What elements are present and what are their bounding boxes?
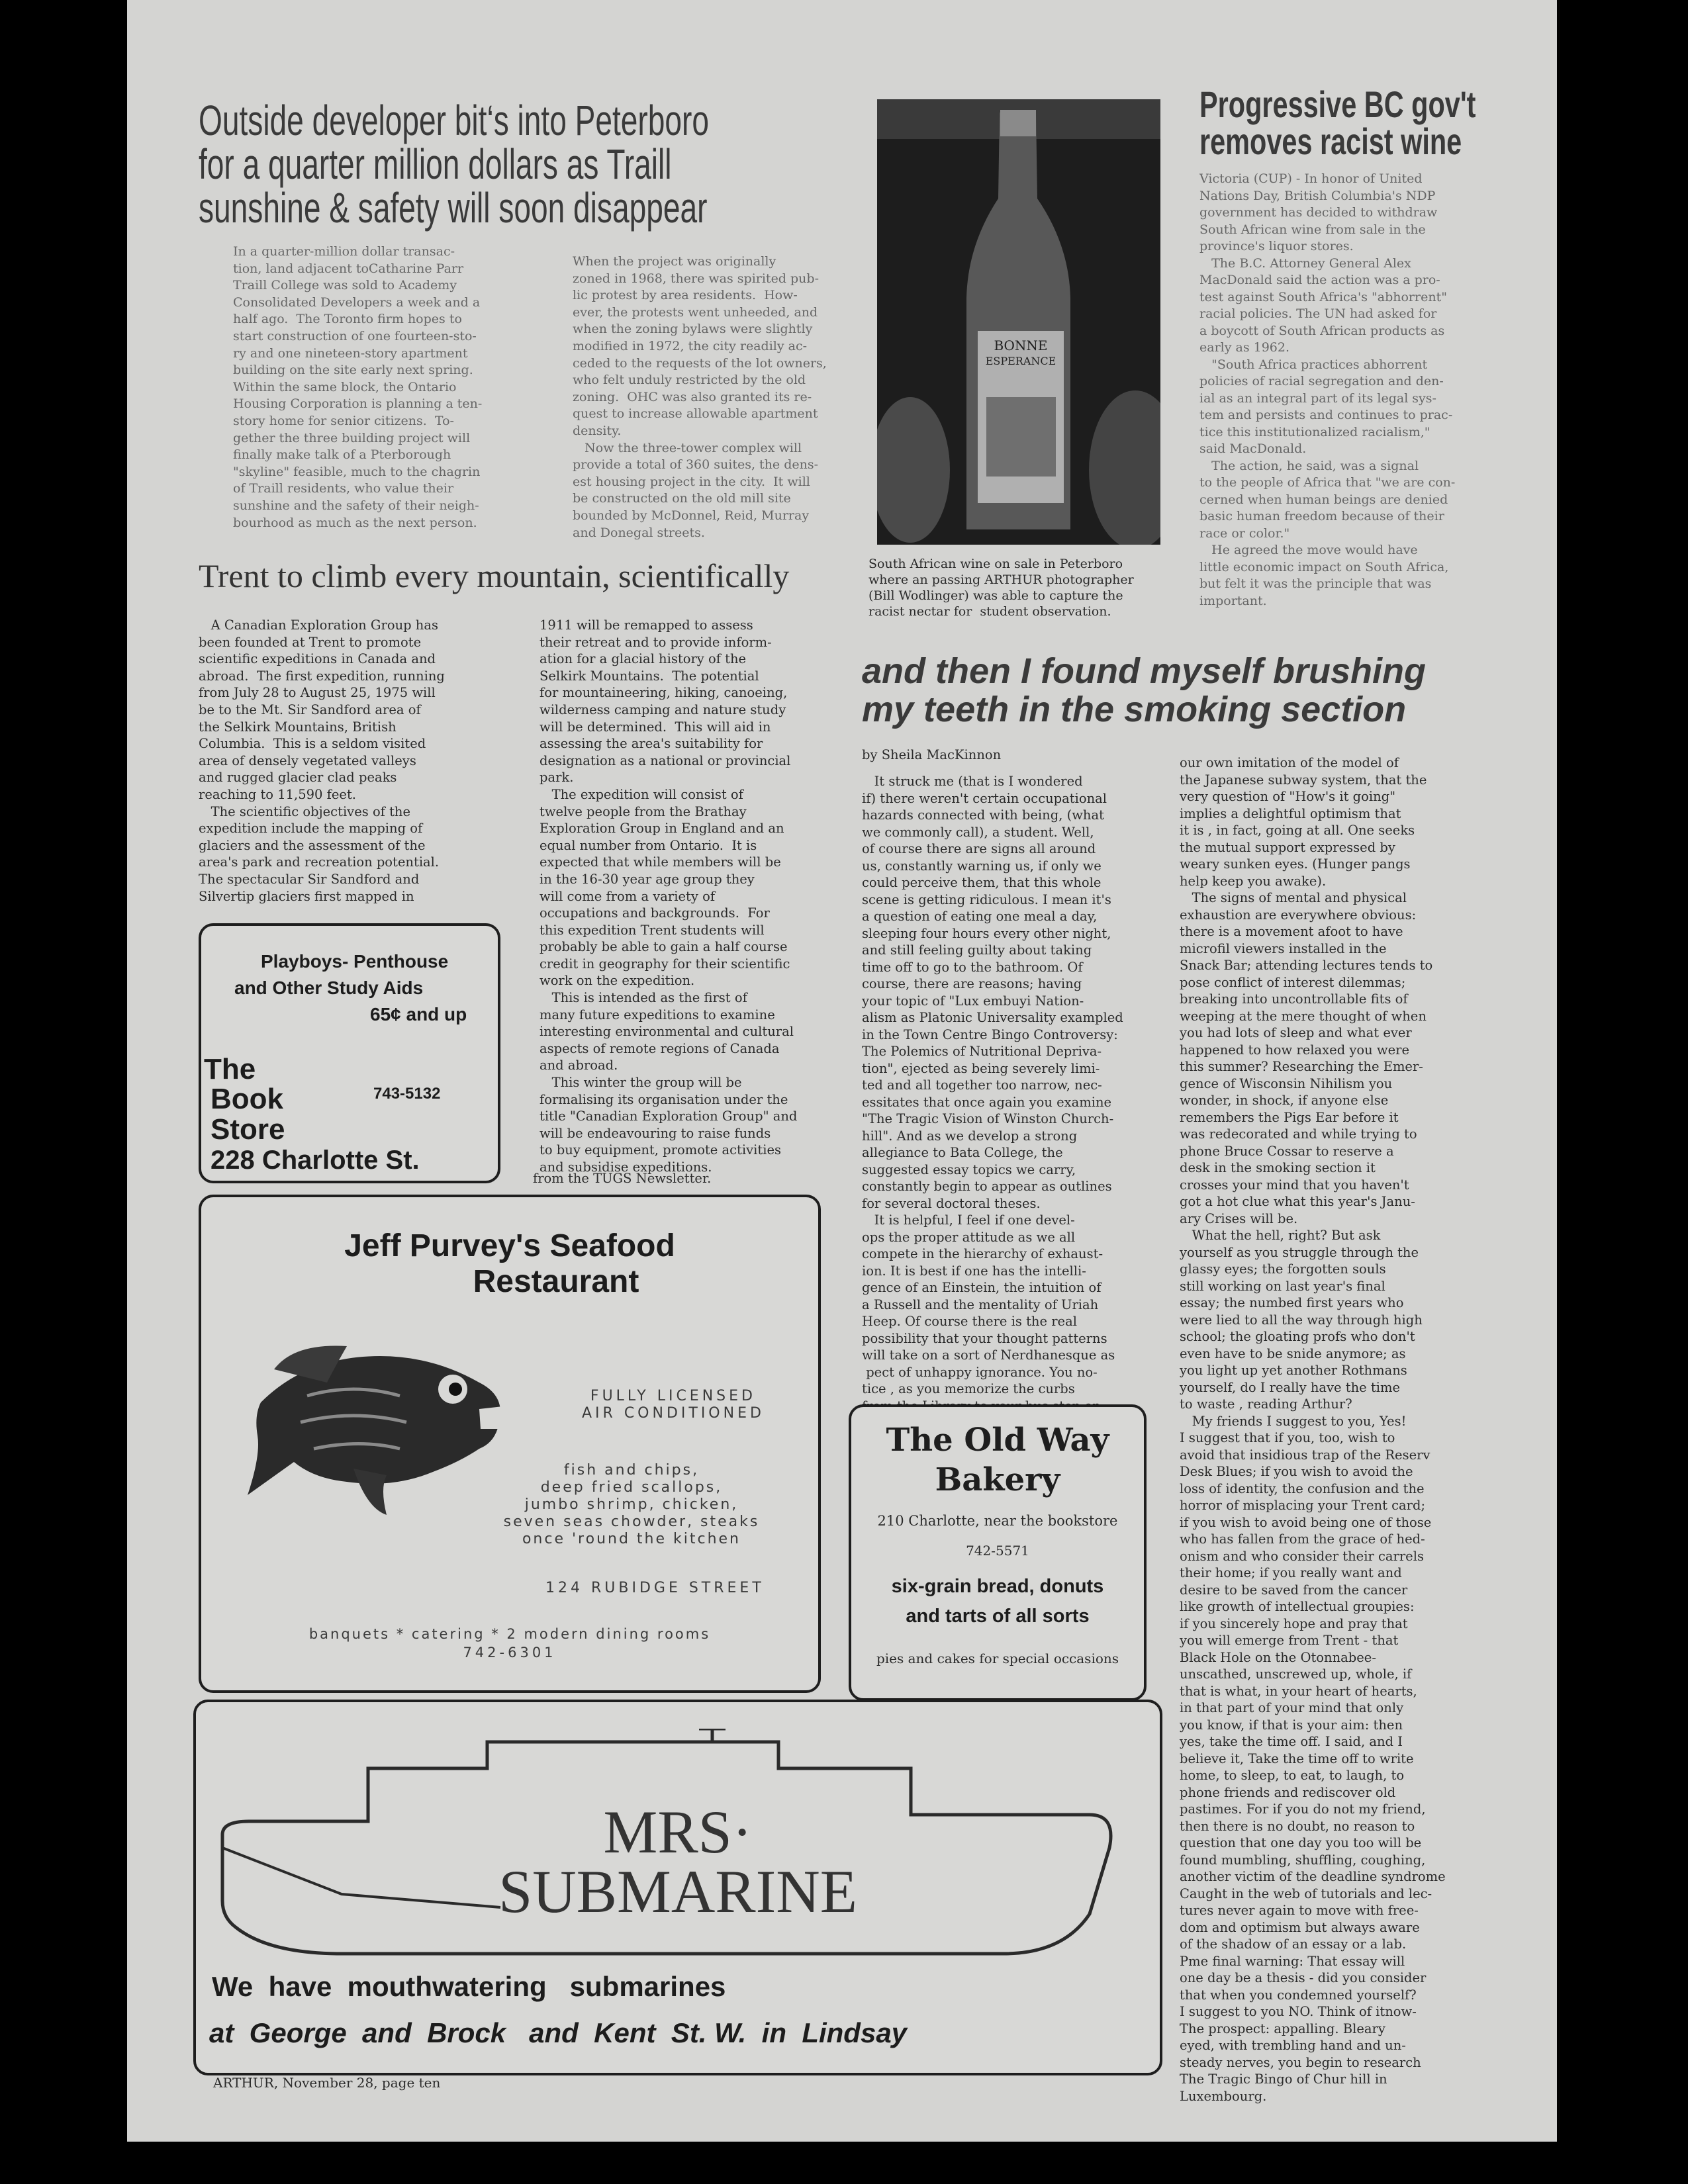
headline-bc-1: Progressive BC gov't <box>1199 83 1476 125</box>
article-developer-col1: In a quarter-million dollar transac- tion, land adjacent toCatharine Parr Traill College was sold to Academy Consolidated Developers a week and a half ago. The Toronto firm hopes to start construction of one fourteen-sto- ry and one nineteen-story apartment building on the site early next spring. Within the same block, the Ontario Housing Corporation is planning a ten- story home for senior citizens. To- gether the three building project will finally make talk of a Pterborough "skyline" feasible, much to the chagrin of Traill residents, who value their sunshine and the safety of their neigh- bourhood as much as the next person. <box>233 244 483 530</box>
wine-bottle-icon <box>877 99 1160 545</box>
bookstore-line1: Playboys- Penthouse <box>261 951 449 972</box>
wine-label-text-1: BONNE <box>994 338 1048 353</box>
seafood-address: 124 RUBIDGE STREET <box>545 1580 765 1596</box>
bookstore-name-1: The <box>204 1053 256 1085</box>
newspaper-page <box>127 0 1557 2142</box>
seafood-licensed: FULLY LICENSED AIR CONDITIONED <box>582 1388 765 1422</box>
wine-label-text-2: ESPERANCE <box>985 355 1056 367</box>
wine-photo <box>877 99 1160 545</box>
submarine-line2: at George and Brock and Kent St. W. in Lindsay <box>209 2017 908 2048</box>
submarine-line1: We have mouthwatering submarines <box>212 1971 726 2002</box>
bakery-line3: pies and cakes for special occasions <box>876 1651 1119 1666</box>
article-trent-source: from the TUGS Newsletter. <box>533 1171 712 1186</box>
submarine-title-2: SUBMARINE <box>498 1858 857 1925</box>
ad-seafood <box>199 1195 821 1693</box>
bookstore-address: 228 Charlotte St. <box>211 1146 420 1175</box>
article-trent-col2: 1911 will be remapped to assess their retreat and to provide inform- ation for a glacial history of the Selkirk Mountains. The potential for mountaineering, hiking, canoeing, wilderness camping and nature study will be determined. This will aid in assessing the area's suitability for designation as a national or provincial park. The expedition will consist of twelve people from the Brathay Exploration Group in England and an equal number from Ontario. It is expected that while members will be in the 16-30 year age group they will come from a variety of occupations and backgrounds. For this expedition Trent students will probably be able to gain a half course credit in geography for their scientific work on the expedition. This is intended as the first of many future expeditions to examine interesting environmental and cultural aspects of remote regions of Canada and abroad. This winter the group will be formalising its organisation under the title "Canadian Exploration Group" and will be endeavouring to raise funds to buy equipment, promote activities and subsidise expeditions. <box>539 617 798 1175</box>
seafood-title-1: Jeff Purvey's Seafood <box>344 1228 675 1263</box>
article-developer <box>199 99 973 563</box>
seafood-menu: fish and chips, deep fried scallops, jumbo shrimp, chicken, seven seas chowder, steaks once 'round the kitchen <box>503 1462 760 1547</box>
bookstore-price: 65¢ and up <box>370 1004 467 1024</box>
headline-smoking-1: and then I found myself brushing <box>862 651 1427 691</box>
bakery-name-1: The Old Way <box>886 1422 1109 1459</box>
headline-developer-2: for a quarter million dollars as Traill <box>199 140 672 188</box>
ad-bakery <box>849 1404 1147 1701</box>
bakery-phone: 742-5571 <box>966 1543 1029 1559</box>
bookstore-name-2: Book <box>211 1083 283 1115</box>
photo-caption: South African wine on sale in Peterboro where an passing ARTHUR photographer (Bill Wodlinger) was able to capture the racist nectar for student observation. <box>868 557 1134 619</box>
byline: by Sheila MacKinnon <box>862 747 1002 762</box>
bakery-name-2: Bakery <box>935 1461 1060 1498</box>
article-smoking-col1: It struck me (that is I wondered if) there weren't certain occupational hazards connected with being, (what we commonly call), a student. Well, of course there are signs all around us, constantly warning us, if only we could perceive them, that this whole scene is getting ridiculous. I mean it's a question of eating one meal a day, sleeping four hours every other night, and still feeling guilty about taking time off to go to the bathroom. Of course, there are reasons; having your topic of "Lux embuyi Nation- alism as Platonic Universality exampled in the Town Centre Bingo Controversy: The Polemics of Nutritional Depriva- tion", ejected as being severely limi- ted and all together too narrow, nec- essitates that once again you examine "The Tragic Vision of Winston Church- hill". And as we develop a strong allegiance to Bata College, the suggested essay topics we carry, constantly begin to appear as outlines for several doctoral theses. It is helpful, I feel if one devel- ops the proper attitude as we all compete in the hierarchy of exhaust- ion. It is best if one has the intelli- gence of an Einstein, the intuition of a Russell and the mentality of Uriah Heep. Of course there is the real possibility that your thought patterns will take on a sort of Nerdhanesque as pect of unhappy ignorance. You no- tice , as you memorize the curbs <box>862 774 1123 1396</box>
headline-trent-climb: Trent to climb every mountain, scientifically <box>199 557 790 594</box>
article-smoking-col2: our own imitation of the model of the Japanese subway system, that the very question of "How's it going" implies a delightful optimism that it is , in fact, going at all. One seeks the mutual support expressed by weary sunken eyes. (Hunger pangs help keep you awake). The signs of mental and physical exhaustion are everywhere obvious: there is a movement afoot to have microfil viewers installed in the Snack Bar; attending lectures tends to pose conflict of interest dilemmas; breaking into uncontrollable fits of weeping at the mere thought of when you had lots of sleep and what ever happened to how relaxed you were this summer? Researching the Emer- gence of Wisconsin Nihilism you wonder, in shock, if anyone else remembers the Pigs Ear before it was redecorated and while trying to phone Bruce Cossar to reserve a desk in the smoking section it crosses your mind that you haven't got a hot clue what this year's Janu- ary Crises will be. What the hell, right? But ask yourself as you struggle through the glassy eyes; the forgotten souls still working on last year's final essay; the numbed first years who were lied to all the way through high school; the gloating profs who don't even have to be snide anymore; as you light up yet another Rothmans yourself, do I really have the time to waste , reading Arthur? My friends I suggest to you, Yes! I suggest that if you, too, wish to avoid that insidious trap of the Reserv Desk Blues; if you wish to avoid the loss of identity, the confusion and the horror of misplacing your Trent card; if you wish to avoid being one of those who has fallen from the grace of hed- onism and who consider their carrels their home; if you really want and desire to be saved from the cancer like growth of intellectual groupies: if you sincerely hope and pray that you will emerge from Trent - that Black Hole on the Otonnabee- unscathed, unscrewed up, whole, if that is what, in your heart of hearts, in that part of your mind that only you know, if that is your aim: then yes, take the time off. I said, and I believe it, Take the time off to write home, to sleep, to eat, to laugh, to phone friends and rediscover old pastimes. For if you do not my friend, then there is no doubt, no reason to question that one day you too will be found mumbling, shuffling, coughing, another victim of the deadline syndrome Caught in the web of tutorials and lec- tures never again to move with free- dom and optimism but always aware of the shadow of an essay or a lab. Pme final warning: That essay will one day be a thesis - did you consider that when you condemned yourself? I suggest to you NO. Think of itnow- The prospect: appalling. Bleary eyed, with trembling hand and un- steady nerves, you begin to research The Tragic Bingo of Chur hill in Luxembourg. <box>1180 755 1446 2104</box>
bookstore-phone: 743-5132 <box>373 1085 441 1103</box>
ad-bookstore <box>199 923 500 1183</box>
seafood-phone: 742-6301 <box>463 1645 557 1661</box>
bakery-line1: six-grain bread, donuts <box>891 1576 1104 1597</box>
article-developer-col2: When the project was originally zoned in 1968, there was spirited pub- lic protest by area residents. How- ever, the protests went unheeded, and when the zoning bylaws were slightly modified in 1972, the city readily ac- ceded to the requests of the lot owners, who felt unduly restricted by the old zoning. OHC was also granted its re- quest to increase allowable apartment density. Now the three-tower complex will provide a total of 360 suites, the dens- est housing project in the city. It will be constructed on the old mill site bounded by McDonnel, Reid, Murray and Donegal streets. <box>573 254 827 540</box>
seafood-services: banquets * catering * 2 modern dining rooms <box>308 1626 711 1642</box>
article-bc-wine <box>1199 83 1544 629</box>
bakery-line2: and tarts of all sorts <box>906 1606 1090 1627</box>
article-trent-col1: A Canadian Exploration Group has been founded at Trent to promote scientific expeditions in Canada and abroad. The first expedition, running from July 28 to August 25, 1975 will be to the Mt. Sir Sandford area of the Selkirk Mountains, British Columbia. This is a seldom visited area of densely vegetated valleys and rugged glacier clad peaks reaching to 11,590 feet. The scientific objectives of the expedition include the mapping of glaciers and the assessment of the area's park and recreation potential. The spectacular Sir Sandford and Silvertip glaciers first mapped in <box>199 617 445 904</box>
fish-icon <box>234 1330 512 1522</box>
headline-developer-1: Outside developer bit‘s into Peterboro <box>199 97 710 144</box>
headline-smoking-2: my teeth in the smoking section <box>862 690 1407 729</box>
bookstore-line2: and Other Study Aids <box>234 978 424 998</box>
article-bc-body: Victoria (CUP) - In honor of United Nations Day, British Columbia's NDP government has decided to withdraw South African wine from sale in the province's liquor stores. The B.C. Attorney General Alex MacDonald said the action was a pro- test against South Africa's "abhorrent" racial policies. The UN had asked for a boycott of South African products as early as 1962. "South Africa practices abhorrent policies of racial segregation and den- ial as an integral part of its legal sys- tem and persists and continues to prac- tice this institutionalized racialism," said MacDonald. The action, he said, was a signal to the people of Africa that "we are con- cerned when human beings are denied basic human freedom because of their race or color." He agreed the move would have little economic impact on South Africa, but felt it was the principle that was important. <box>1199 171 1456 608</box>
seafood-title-2: Restaurant <box>473 1264 639 1299</box>
bakery-address: 210 Charlotte, near the bookstore <box>877 1513 1118 1529</box>
submarine-title-1: MRS· <box>603 1798 753 1866</box>
ad-submarine <box>193 1700 1162 2075</box>
bookstore-name-3: Store <box>211 1113 285 1146</box>
headline-developer-3: sunshine & safety will soon disappear <box>199 184 708 232</box>
page-footer: ARTHUR, November 28, page ten <box>213 2075 441 2091</box>
headline-bc-2: removes racist wine <box>1199 120 1462 162</box>
